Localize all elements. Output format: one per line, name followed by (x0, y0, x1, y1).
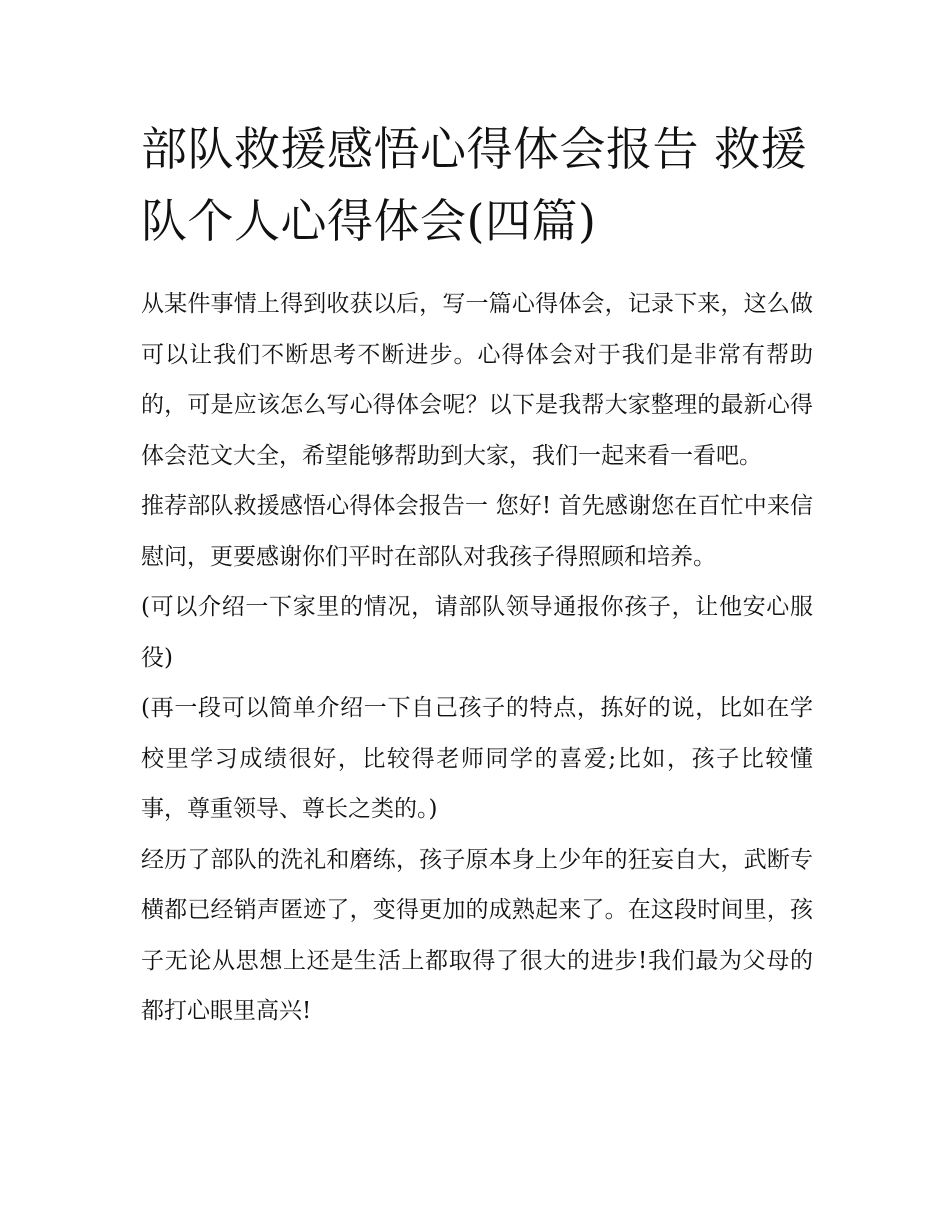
paragraph-family-note: (可以介绍一下家里的情况，请部队领导通报你孩子，让他安心服役) (141, 594, 813, 671)
document-title: 部队救援感悟心得体会报告 救援队个人心得体会(四篇) (141, 122, 808, 248)
document-body (141, 279, 813, 1037)
paragraph-child-traits: (再一段可以简单介绍一下自己孩子的特点，拣好的说，比如在学校里学习成绩很好，比较得老师同学的喜爱;比如，孩子比较懂事，尊重领导、尊长之类的。) (141, 695, 813, 822)
document-content (141, 113, 813, 1037)
paragraph-intro: 从某件事情上得到收获以后，写一篇心得体会，记录下来，这么做可以让我们不断思考不断进步。心得体会对于我们是非常有帮助的，可是应该怎么写心得体会呢？以下是我帮大家整理的最新心得体会范文大全，希望能够帮助到大家，我们一起来看一看吧。 (141, 291, 813, 469)
paragraph-growth: 经历了部队的洗礼和磨练，孩子原本身上少年的狂妄自大，武断专横都已经销声匿迹了，变得更加的成熟起来了。在这段时间里，孩子无论从思想上还是生活上都取得了很大的进步!我们最为父母的都打心眼里高兴! (141, 846, 813, 1024)
paragraph-letter-opening: 推荐部队救援感悟心得体会报告一 您好! 首先感谢您在百忙中来信慰问，更要感谢你们平时在部队对我孩子得照顾和培养。 (141, 493, 813, 570)
